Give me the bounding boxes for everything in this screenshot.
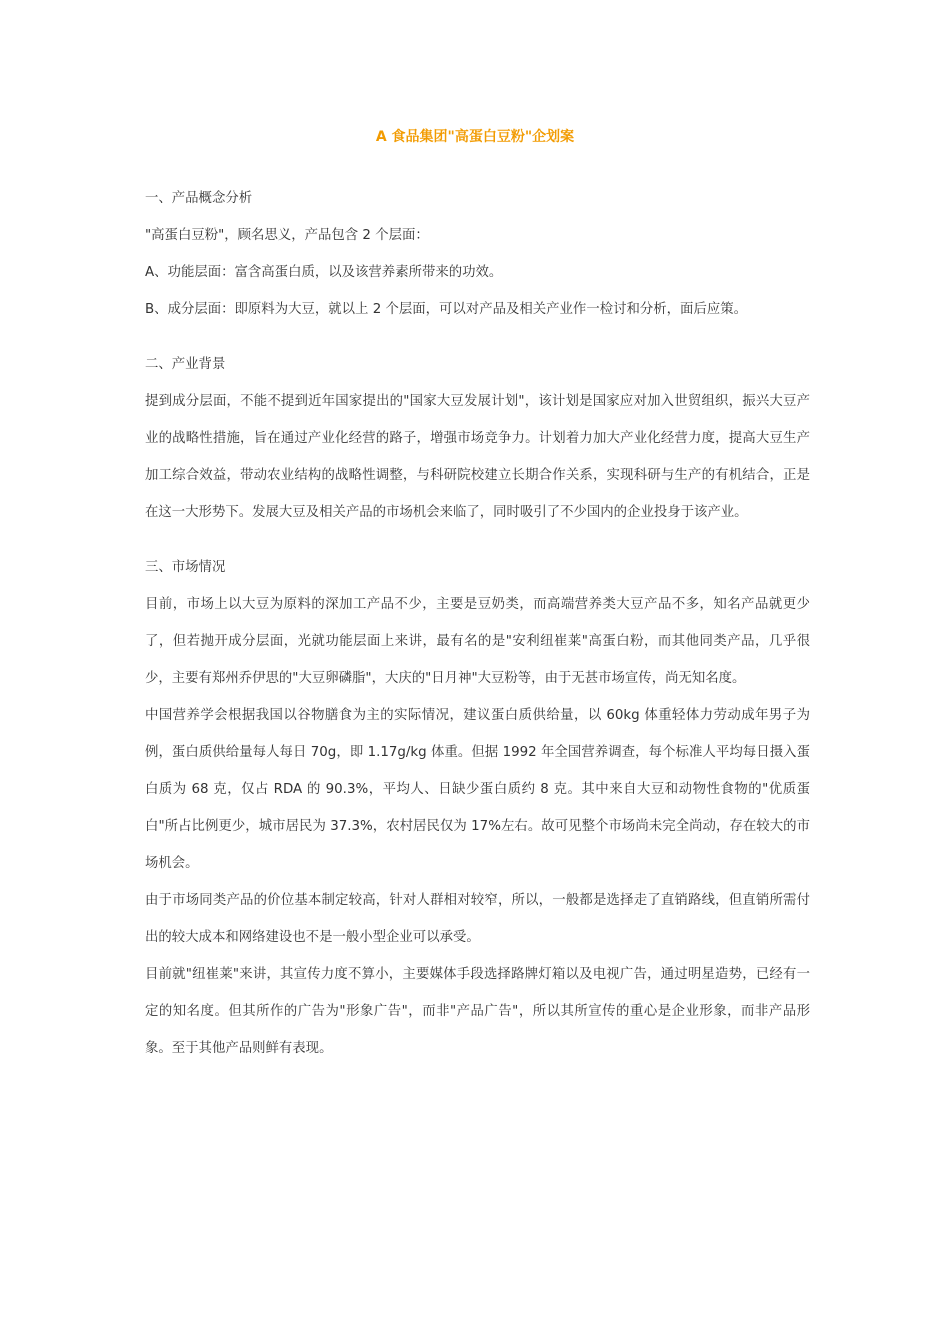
document-title: A 食品集团"高蛋白豆粉"企划案 [375, 129, 575, 145]
paragraph: 目前就"纽崔莱"来讲，其宣传力度不算小，主要媒体手段选择路牌灯箱以及电视广告，通过明星造势，已经有一定的知名度。但其所作的广告为"形象广告"，而非"产品广告"，所以其所宣传的重心是企业形象，而非产品形象。至于其他产品则鲜有表现。 [145, 967, 810, 1056]
paragraph: 中国营养学会根据我国以谷物膳食为主的实际情况，建议蛋白质供给量，以 60kg 体重轻体力劳动成年男子为例，蛋白质供给量每人每日 70g，即 1.17g/kg 体重。但据 1992 年全国营养调查，每个标准人平均每日摄入蛋白质为 68 克，仅占 RDA 的 90.3%，平均人、日缺少蛋白质约 8 克。其中来自大豆和动物性食物的"优质蛋白"所占比例更少，城市居民为 37.3%，农村居民仅为 17%左右。故可见整个市场尚未完全尚动，存在较大的市场机会。 [145, 708, 810, 871]
paragraph: 目前，市场上以大豆为原料的深加工产品不少，主要是豆奶类，而高端营养类大豆产品不多，知名产品就更少了，但若抛开成分层面，光就功能层面上来讲，最有名的是"安利纽崔莱"高蛋白粉，而其他同类产品，几乎很少，主要有郑州乔伊思的"大豆卵磷脂"，大庆的"日月神"大豆粉等，由于无甚市场宣传，尚无知名度。 [145, 597, 810, 686]
document-body [145, 180, 810, 1067]
section-heading: 二、产业背景 [145, 357, 226, 372]
section-spacer [145, 328, 810, 346]
section-spacer [145, 531, 810, 549]
paragraph: A、功能层面：富含高蛋白质，以及该营养素所带来的功效。 [145, 265, 503, 280]
section-heading: 三、市场情况 [145, 560, 226, 575]
paragraph: 提到成分层面，不能不提到近年国家提出的"国家大豆发展计划"，该计划是国家应对加入世贸组织，振兴大豆产业的战略性措施，旨在通过产业化经营的路子，增强市场竞争力。计划着力加大产业化经营力度，提高大豆生产加工综合效益，带动农业结构的战略性调整，与科研院校建立长期合作关系，实现科研与生产的有机结合，正是在这一大形势下。发展大豆及相关产品的市场机会来临了，同时吸引了不少国内的企业投身于该产业。 [145, 394, 810, 520]
paragraph: "高蛋白豆粉"，顾名思义，产品包含 2 个层面： [145, 228, 429, 243]
paragraph: B、成分层面：即原料为大豆，就以上 2 个层面，可以对产品及相关产业作一检讨和分析，面后应策。 [145, 302, 748, 317]
paragraph: 由于市场同类产品的价位基本制定较高，针对人群相对较窄，所以，一般都是选择走了直销路线，但直销所需付出的较大成本和网络建设也不是一般小型企业可以承受。 [145, 893, 810, 945]
section-heading: 一、产品概念分析 [145, 191, 253, 206]
